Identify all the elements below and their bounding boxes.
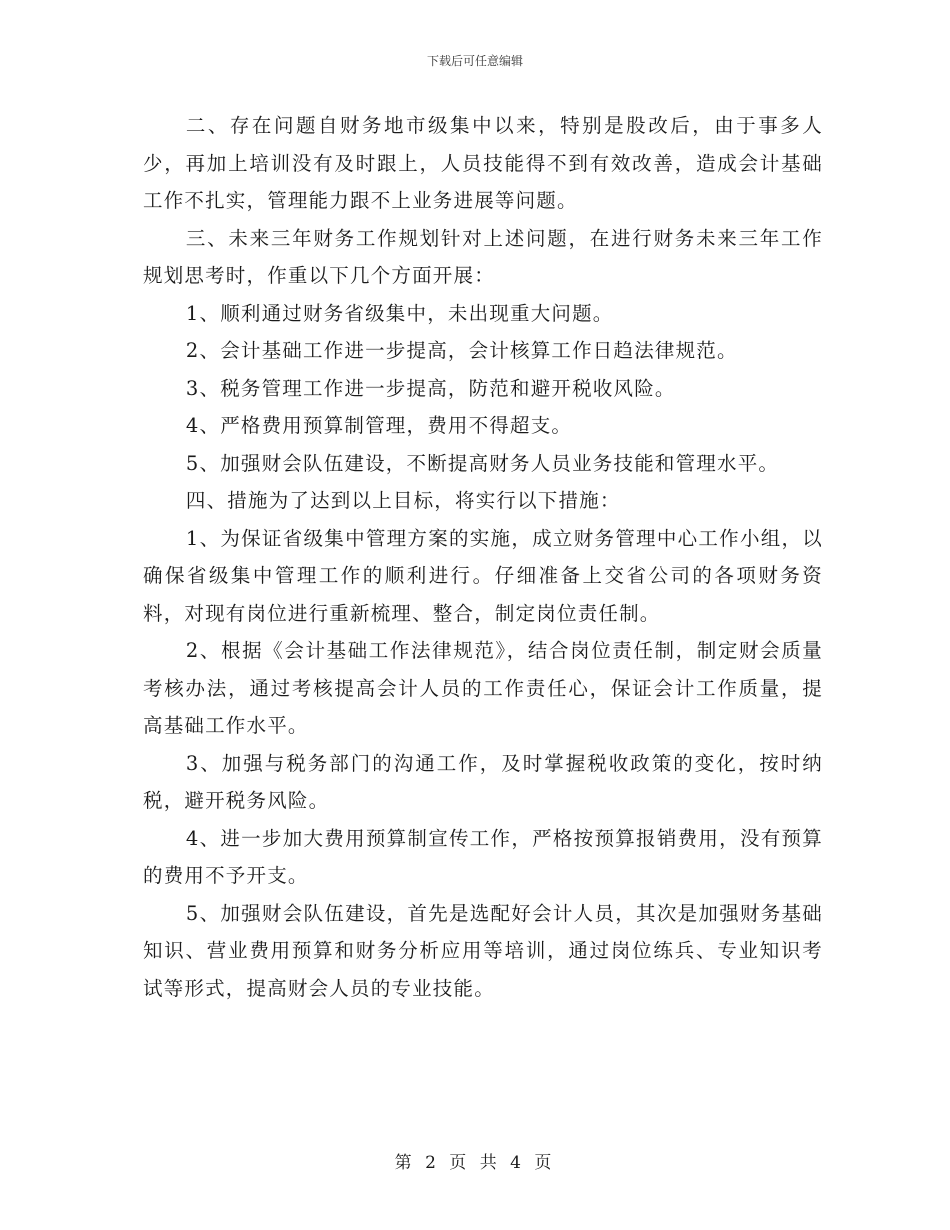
page-header: 下载后可任意编辑 (426, 54, 523, 68)
plan-item-4: 4、严格费用预算制管理，费用不得超支。 (185, 414, 573, 437)
measure-item-2: 2、根据《会计基础工作法律规范》，结合岗位责任制，制定财会质量考核办法，通过考核提高会计人员的工作责任心，保证会计工作质量，提高基础工作水平。 (143, 639, 823, 737)
measure-item-4: 4、进一步加大费用预算制宣传工作，严格按预算报销费用，没有预算的费用不予开支。 (143, 826, 823, 887)
plan-item-1: 1、顺利通过财务省级集中，未出现重大问题。 (185, 301, 614, 325)
plan-item-5: 5、加强财会队伍建设，不断提高财务人员业务技能和管理水平。 (185, 451, 780, 475)
paragraph-plan: 三、未来三年财务工作规划针对上述问题，在进行财务未来三年工作规划思考时，作重以下几个方面开展： (143, 226, 823, 287)
measure-item-5: 5、加强财会队伍建设，首先是选配好会计人员，其次是加强财务基础知识、营业费用预算和财务分析应用等培训，通过岗位练兵、专业知识考试等形式，提高财会人员的专业技能。 (143, 901, 823, 1000)
plan-item-2: 2、会计基础工作进一步提高，会计核算工作日趋法律规范。 (185, 339, 738, 362)
measure-item-3: 3、加强与税务部门的沟通工作，及时掌握税收政策的变化，按时纳税，避开税务风险。 (143, 751, 823, 812)
page-number-footer: 第 2 页 共 4 页 (394, 1153, 556, 1173)
paragraph-measures: 四、措施为了达到以上目标，将实行以下措施： (185, 489, 621, 512)
plan-item-3: 3、税务管理工作进一步提高，防范和避开税收风险。 (185, 376, 676, 400)
document-body (143, 107, 823, 1007)
paragraph-problems: 二、存在问题自财务地市级集中以来，特别是股改后，由于事多人少，再加上培训没有及时跟上，人员技能得不到有效改善，造成会计基础工作不扎实，管理能力跟不上业务进展等问题。 (143, 114, 823, 212)
measure-item-1: 1、为保证省级集中管理方案的实施，成立财务管理中心工作小组，以确保省级集中管理工作的顺利进行。仔细准备上交省公司的各项财务资料，对现有岗位进行重新梳理、整合，制定岗位责任制。 (143, 526, 823, 625)
